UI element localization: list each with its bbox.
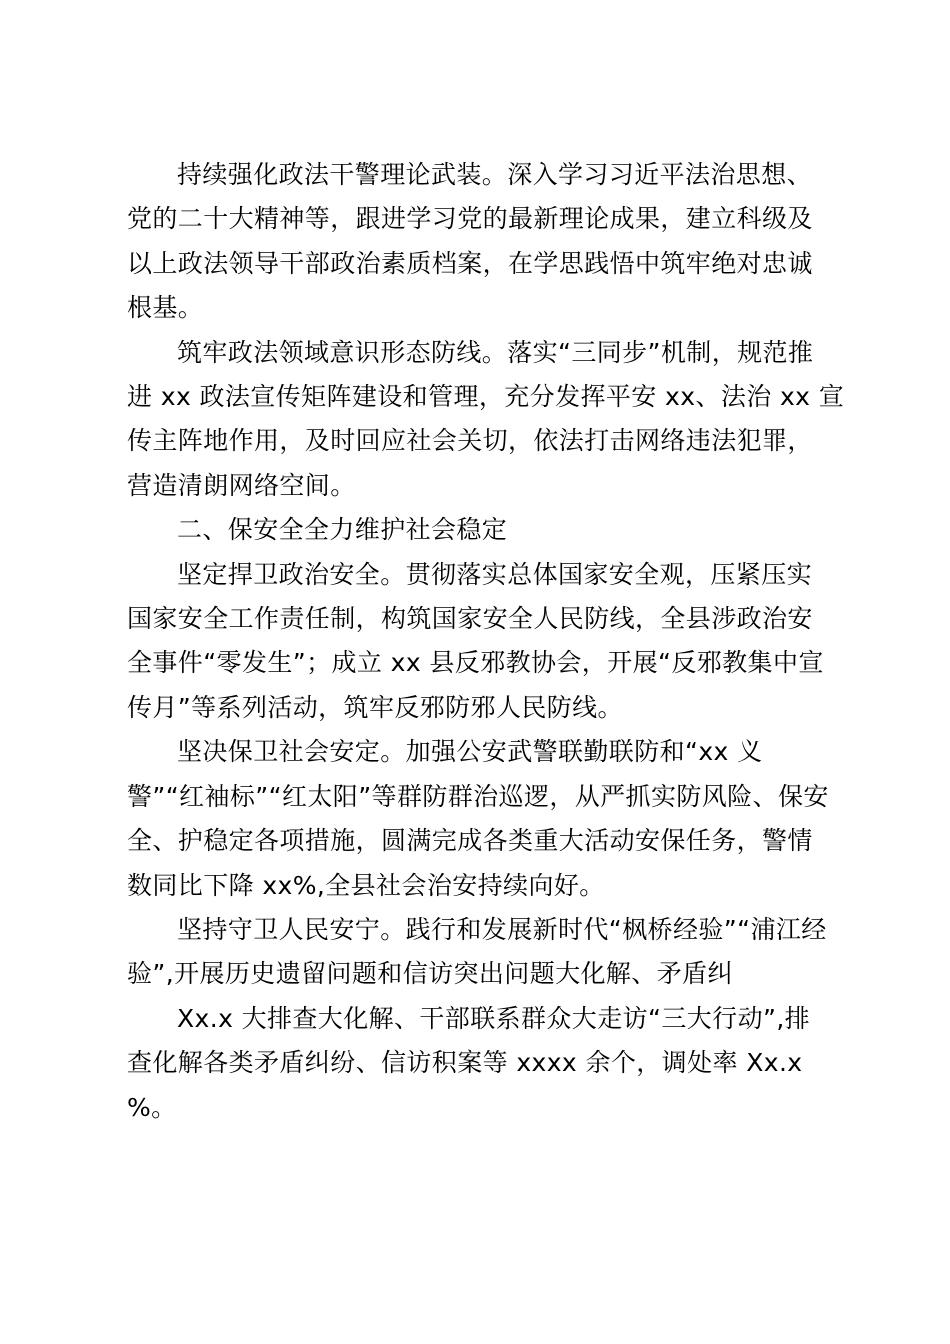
paragraph-line: 查化解各类矛盾纠纷、信访积案等 xxxx 余个，调处率 Xx.x [127, 1048, 803, 1078]
paragraph-line: 坚定捍卫政治安全。贯彻落实总体国家安全观，压紧压实 [177, 559, 813, 589]
paragraph-line: 以上政法领导干部政治素质档案，在学思践悟中筑牢绝对忠诚 [127, 248, 813, 278]
paragraph [127, 997, 833, 1130]
paragraph-line: 传月”等系列活动，筑牢反邪防邪人民防线。 [127, 692, 623, 722]
paragraph-line: 数同比下降 xx%,全县社会治安持续向好。 [127, 870, 605, 900]
paragraph-line: 筑牢政法领域意识形态防线。落实“三同步”机制，规范推 [177, 337, 814, 367]
paragraph-line: 坚持守卫人民安宁。践行和发展新时代“枫桥经验”“浦江经 [177, 914, 827, 944]
paragraph-line: 营造清朗网络空间。 [127, 470, 356, 500]
paragraph-line: 根基。 [127, 293, 204, 323]
paragraph-line: 警”“红袖标”“红太阳”等群防群治巡逻，从严抓实防风险、保安 [127, 781, 829, 811]
paragraph-line: 验”,开展历史遗留问题和信访突出问题大化解、矛盾纠 [127, 959, 733, 989]
paragraph-line: 传主阵地作用，及时回应社会关切，依法打击网络违法犯罪， [127, 426, 813, 456]
paragraph-line: 全、护稳定各项措施，圆满完成各类重大活动安保任务，警情 [127, 826, 813, 856]
paragraph [127, 508, 833, 552]
paragraph [127, 553, 833, 731]
paragraph [127, 908, 833, 997]
document-body [127, 153, 845, 1130]
paragraph [127, 153, 833, 331]
paragraph-line: 进 xx 政法宣传矩阵建设和管理，充分发挥平安 xx、法治 xx 宣 [127, 382, 845, 412]
paragraph-line: 持续强化政法干警理论武装。深入学习习近平法治思想、 [177, 160, 813, 189]
paragraph-line: 坚决保卫社会安定。加强公安武警联勤联防和“xx 义 [177, 737, 763, 767]
paragraph-line: 全事件“零发生”；成立 xx 县反邪教协会，开展“反邪教集中宣 [127, 648, 824, 678]
paragraph-line: 国家安全工作责任制，构筑国家安全人民防线，全县涉政治安 [127, 604, 813, 634]
paragraph-line: 二、保安全全力维护社会稳定 [177, 515, 508, 545]
paragraph-line: 党的二十大精神等，跟进学习党的最新理论成果，建立科级及 [127, 204, 813, 234]
paragraph [127, 730, 833, 908]
paragraph [127, 331, 845, 509]
paragraph-line: Xx.x 大排查大化解、干部联系群众大走访“三大行动”,排 [177, 1003, 811, 1033]
paragraph-line: %。 [127, 1092, 177, 1122]
